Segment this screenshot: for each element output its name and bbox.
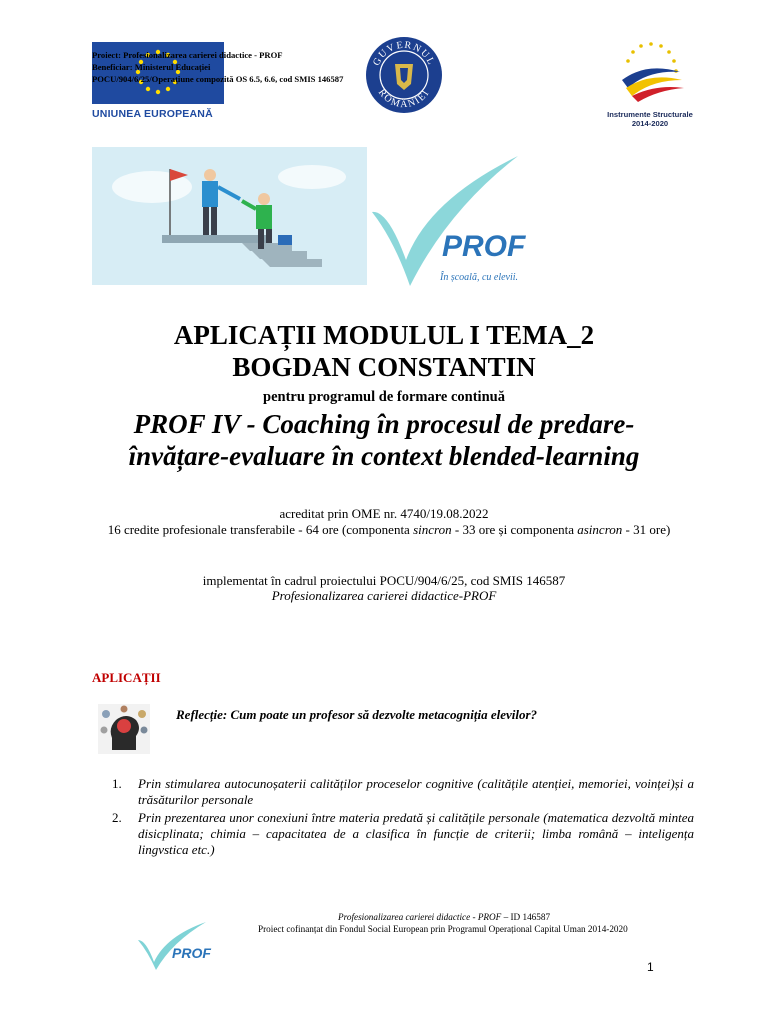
implementation-text: implementat în cadrul proiectului POCU/904/6/25, cod SMIS 146587 — [202, 573, 566, 588]
gov-seal-top-text: GUVERNUL — [371, 39, 437, 68]
footer-project-name: Profesionalizarea carierei didactice - PROF — [338, 912, 502, 922]
government-seal-logo — [365, 36, 443, 114]
operation-line: POCU/904/6/25/Operațiune compozită OS 6.5, 6.6, cod SMIS 146587 — [92, 74, 344, 84]
list-item-number: 2. — [112, 810, 122, 825]
course-title-line1: PROF IV - Coaching în procesul de predare- — [133, 409, 635, 439]
credits-part: - 31 ore) — [622, 522, 671, 537]
prof-logo-text: PROF — [442, 230, 526, 263]
prof-tagline: În școală, cu elevii. — [440, 272, 519, 283]
prof-logo — [368, 150, 528, 286]
list-item-number: 1. — [112, 776, 122, 791]
course-title — [60, 408, 708, 472]
section-heading: APLICAȚII — [92, 670, 161, 685]
credits-sincron: sincron — [413, 522, 452, 537]
project-line: Proiect: Profesionalizarea carierei didactice - PROF — [92, 50, 283, 60]
coaching-illustration — [92, 147, 367, 285]
footer-funding-line: Proiect cofinanțat din Fondul Social European prin Programul Operațional Capital Uman 2014-2020 — [258, 924, 628, 934]
reflection-question: Reflecție: Cum poate un profesor să dezvolte metacogniția elevilor? — [176, 707, 538, 722]
credits-part: 16 credite profesionale transferabile - 64 ore (componenta — [107, 522, 414, 537]
accreditation-text: acreditat prin OME nr. 4740/19.08.2022 — [279, 506, 489, 521]
list-item — [112, 776, 694, 808]
list-item-text: Prin prezentarea unor conexiuni între materia predată și calitățile personale (matematica dezvoltă mintea disicplinata; chimia – capacitatea de a clasifica în funcție de criterii; limba română – inteligența lingvstica etc.) — [138, 810, 694, 857]
footer-project-id: – ID 146587 — [501, 912, 551, 922]
page-number: 1 — [647, 960, 654, 974]
brain-icon — [98, 704, 150, 754]
is-label-line1: Instrumente Structurale — [607, 110, 693, 119]
credits-text — [86, 522, 692, 538]
program-subtitle: pentru programul de formare continuă — [263, 389, 505, 405]
footer-logo-text: PROF — [172, 945, 211, 961]
course-title-line2: învățare-evaluare în context blended-learning — [128, 441, 640, 471]
project-name-text: Profesionalizarea carierei didactice-PROF — [271, 588, 497, 603]
author-name: BOGDAN CONSTANTIN — [232, 352, 536, 382]
credits-part: - 33 ore și componenta — [451, 522, 578, 537]
project-info — [92, 49, 343, 85]
answer-list — [112, 776, 694, 860]
credits-asincron: asincron — [577, 522, 623, 537]
instrumente-structurale-label — [598, 110, 702, 128]
list-item-text: Prin stimularea autocunoșaterii calităților proceselor cognitive (calitățile atenției, memoriei, voinței)și a trăsăturilor personale — [138, 776, 694, 807]
list-item — [112, 810, 694, 858]
document-title: APLICAȚII MODULUL I TEMA_2 — [173, 320, 595, 350]
eu-label: UNIUNEA EUROPEANĂ — [92, 108, 213, 120]
footer-project-line — [338, 912, 550, 922]
gov-seal-bottom-text: ROMÂNIEI — [375, 87, 433, 111]
is-label-line2: 2014-2020 — [631, 119, 669, 128]
footer-prof-logo — [136, 920, 222, 970]
beneficiary-line: Beneficiar: Ministerul Educației — [92, 62, 211, 72]
